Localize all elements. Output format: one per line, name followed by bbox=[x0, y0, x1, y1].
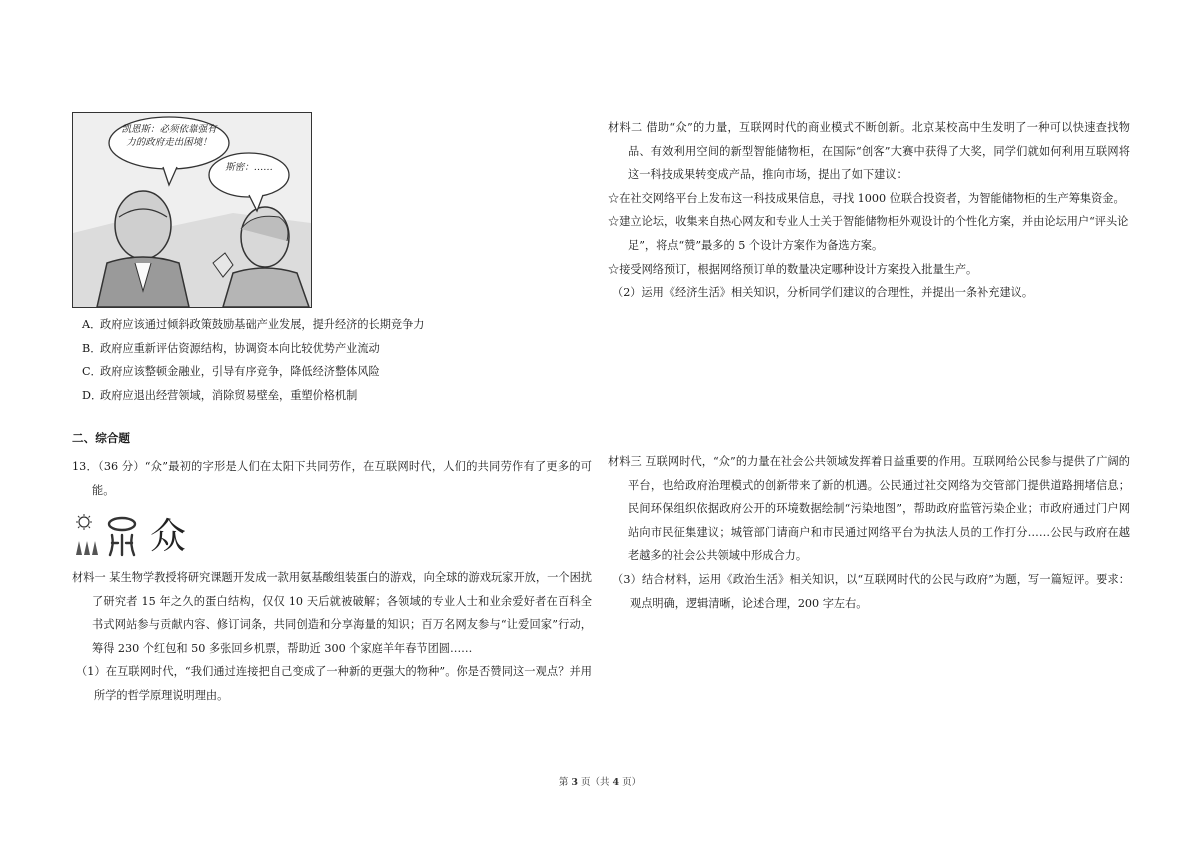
question-3: （3）结合材料，运用《政治生活》相关知识，以“互联网时代的公民与政府”为题，写一篇短评。要求：观点明确，逻辑清晰，论述合理，200 字左右。 bbox=[612, 572, 1130, 610]
footer-mid: 页（共 bbox=[577, 777, 613, 788]
suggestion-2: ☆建立论坛，收集来自热心网友和专业人士关于智能储物柜外观设计的个性化方案，并由论坛用户“评头论足”，将点“赞”最多的 5 个设计方案作为备选方案。 bbox=[608, 215, 1129, 252]
suggestion-3: ☆接受网络预订，根据网络预订单的数量决定哪种设计方案投入批量生产。 bbox=[608, 262, 978, 276]
footer-prefix: 第 bbox=[558, 777, 572, 788]
option-label: D． bbox=[82, 388, 103, 402]
cartoon-bubble-smith: 斯密：…… bbox=[225, 162, 273, 173]
option-text: 政府应重新评估资源结构，协调资本向比较优势产业流动 bbox=[100, 341, 380, 355]
choice-options bbox=[82, 313, 552, 407]
option-text: 政府应该通过倾斜政策鼓励基础产业发展，提升经济的长期竞争力 bbox=[100, 318, 425, 331]
page-total: 4 bbox=[612, 777, 620, 788]
glyph-modern-zhong: 众 bbox=[150, 516, 187, 557]
footer-suffix: 页） bbox=[619, 777, 642, 788]
material-1-text: 材料一 某生物学教授将研究课题开发成一款用氨基酸组装蛋白的游戏，向全球的游戏玩家开放，一个困扰了研究者 15 年之久的蛋白结构，仅仅 10 天后就被破解；各领域的专业人士和业余爱好者在百科全书式网站参与贡献内容、修订词条，共同创造和分享海量的知识；百万名网友参与“让爱回家”行动，筹得 230 个红包和 50 多张回乡机票，帮助近 300 个家庭羊年春节团圆…… bbox=[72, 571, 592, 655]
question-13-text: 13．（36 分）“众”最初的字形是人们在太阳下共同劳作，在互联网时代，人们的共同劳作有了更多的可能。 bbox=[72, 460, 592, 497]
suggestion-1: ☆在社交网络平台上发布这一科技成果信息，寻找 1000 位联合投资者，为智能储物柜的生产筹集资金。 bbox=[608, 191, 1125, 205]
option-label: B． bbox=[82, 341, 102, 355]
question-2: （2）运用《经济生活》相关知识，分析同学们建议的合理性，并提出一条补充建议。 bbox=[612, 286, 1034, 300]
material-1-block bbox=[72, 566, 592, 708]
material-3-block bbox=[608, 450, 1130, 615]
material-3-text: 材料三 互联网时代，“众”的力量在社会公共领域发挥着日益重要的作用。互联网给公民参与提供了广阔的平台，也给政府治理模式的创新带来了新的机遇。公民通过社交网络为交管部门提供道路拥堵信息；民间环保组织依据政府公开的环境数据绘制“污染地图”，帮助政府监管污染企业；市政府通过门户网站向市民征集建议；城管部门请商户和市民通过网络平台为执法人员的工作打分……公民与政府在越老越多的社会公共领域中形成合力。 bbox=[608, 455, 1130, 563]
option-label: A． bbox=[82, 318, 102, 331]
question-1: （1）在互联网时代，“我们通过连接把自己变成了一种新的更强大的物种”。你是否赞同这一观点？并用所学的哲学原理说明理由。 bbox=[76, 665, 592, 702]
option-d[interactable] bbox=[82, 384, 552, 408]
option-text: 政府应该整顿金融业，引导有序竞争，降低经济整体风险 bbox=[100, 365, 380, 379]
cartoon-bubble-keynes: 凯恩斯：必须依靠强有力的政府走出困境！ bbox=[121, 124, 217, 148]
page-footer bbox=[0, 774, 1200, 788]
option-a[interactable] bbox=[82, 313, 552, 337]
option-text: 政府应退出经营领域，消除贸易壁垒，重塑价格机制 bbox=[100, 388, 358, 402]
material-2-block bbox=[608, 116, 1130, 305]
question-13 bbox=[72, 455, 592, 502]
material-2-intro: 材料二 借助“众”的力量，互联网时代的商业模式不断创新。北京某校高中生发明了一种可以快速查找物品、有效利用空间的新型智能储物柜，在国际“创客”大赛中获得了大奖，同学们就如何利用互联网将这一科技成果转变成产品，推向市场，提出了如下建议： bbox=[608, 121, 1130, 182]
glyph-evolution bbox=[72, 513, 192, 559]
cartoon-illustration bbox=[72, 112, 312, 308]
page-number: 3 bbox=[571, 777, 578, 788]
option-label: C． bbox=[82, 365, 102, 379]
option-b[interactable] bbox=[82, 337, 552, 361]
option-c[interactable] bbox=[82, 360, 552, 384]
section-title: 二、综合题 bbox=[72, 431, 130, 445]
